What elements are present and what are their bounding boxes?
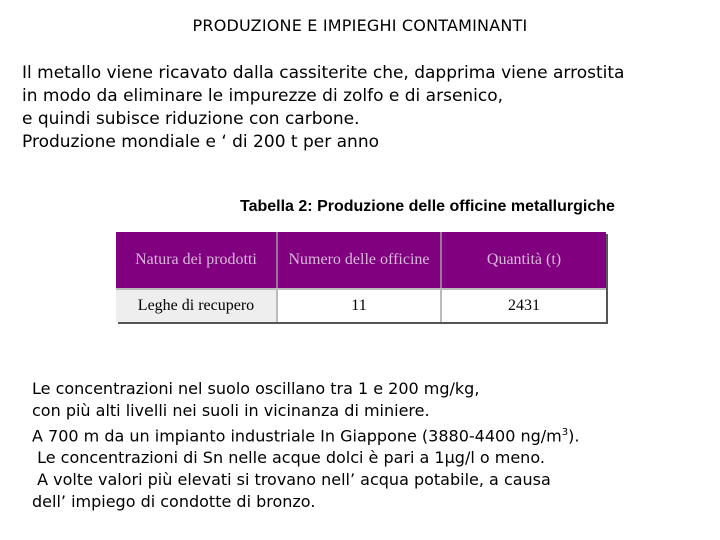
body-line-text: ). xyxy=(568,426,580,446)
intro-line: in modo da eliminare le impurezze di zolfo e di arsenico, xyxy=(22,86,504,106)
table-header-row xyxy=(116,232,606,288)
cell-numero: 11 xyxy=(278,290,442,322)
page-title: PRODUZIONE E IMPIEGHI CONTAMINANTI xyxy=(192,16,528,35)
body-line: Le concentrazioni nel suolo oscillano tra 1 e 200 mg/kg, xyxy=(32,379,480,398)
cell-quantita: 2431 xyxy=(508,297,540,314)
production-table xyxy=(116,232,606,322)
intro-paragraph xyxy=(22,62,712,154)
header-numero-delle-officine: Numero delle officine xyxy=(278,232,442,288)
body-line: con più alti livelli nei suoli in vicinanza di miniere. xyxy=(32,401,430,420)
body-line xyxy=(32,422,712,447)
intro-line: Il metallo viene ricavato dalla cassiterite che, dapprima viene arrostita xyxy=(22,63,625,83)
table-row xyxy=(116,288,606,322)
body-line: Le concentrazioni di Sn nelle acque dolci è pari a 1μg/l o meno. xyxy=(32,448,545,468)
body-line-text: A 700 m da un impianto industriale In Giappone (3880-4400 ng/m xyxy=(32,426,562,446)
cell-natura: Leghe di recupero xyxy=(116,290,278,322)
header-quantita: Quantità (t) xyxy=(486,251,562,268)
body-paragraph xyxy=(32,378,712,513)
intro-line: Produzione mondiale e ‘ di 200 t per anno xyxy=(22,132,379,152)
intro-line: e quindi subisce riduzione con carbone. xyxy=(22,109,360,129)
body-line: dell’ impiego di condotte di bronzo. xyxy=(32,492,316,512)
superscript: 3 xyxy=(561,427,569,438)
table-caption: Tabella 2: Produzione delle officine metallurgiche xyxy=(240,198,615,215)
body-line: A volte valori più elevati si trovano nell’ acqua potabile, a causa xyxy=(32,470,551,490)
header-natura-dei-prodotti: Natura dei prodotti xyxy=(116,232,278,288)
